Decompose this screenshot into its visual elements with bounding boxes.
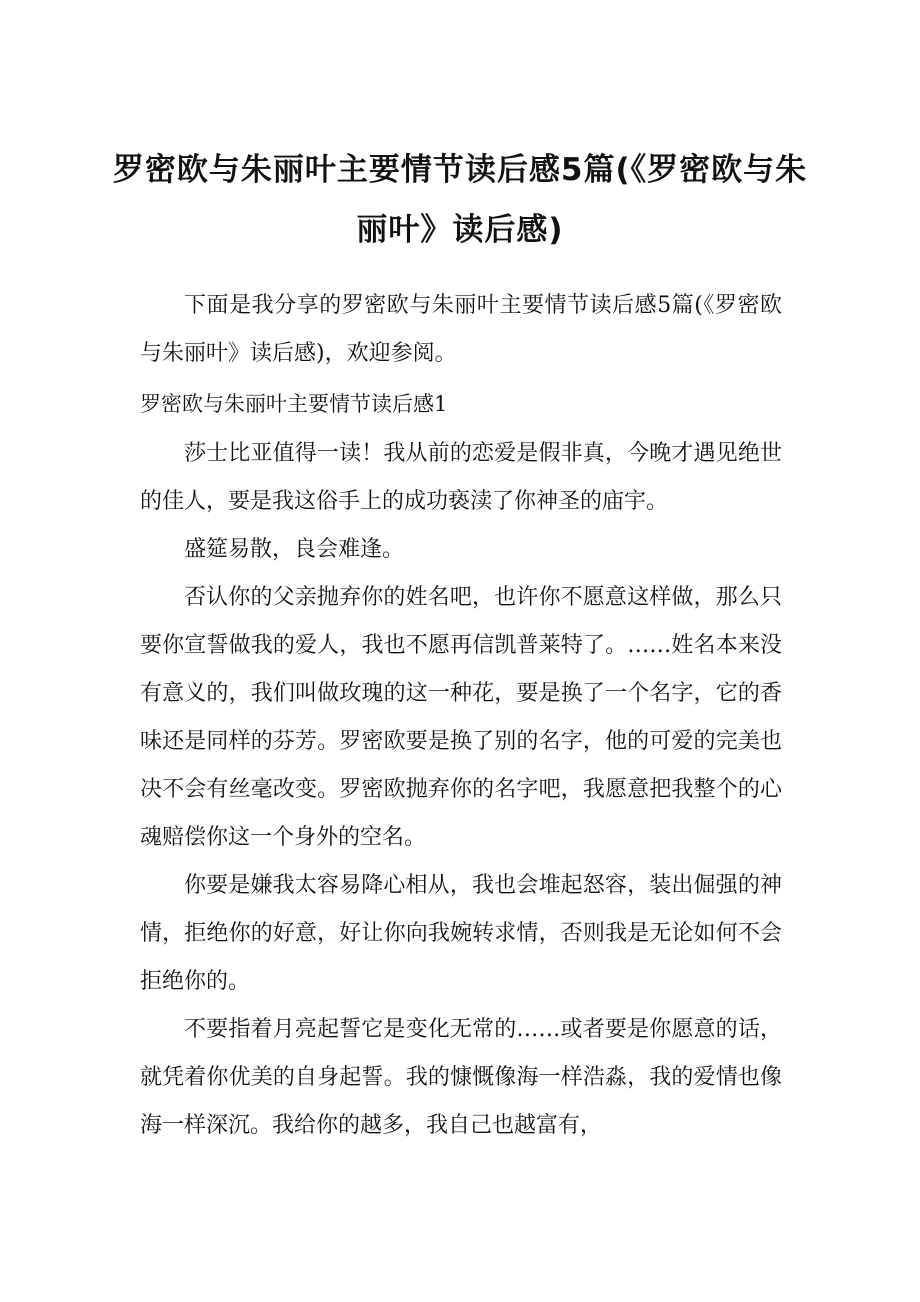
body-paragraph-2: 盛筵易散，良会难逢。 [184, 537, 405, 562]
body-paragraph-3: 否认你的父亲抛弃你的姓名吧，也许你不愿意这样做，那么只要你宣誓做我的爱人，我也不愿再信凯普莱特了。……姓名本来没有意义的，我们叫做玫瑰的这一种花，要是换了一个名字，它的香味还是同样的芬芳。罗密欧要是换了别的名字，他的可爱的完美也决不会有丝毫改变。罗密欧抛弃你的名字吧，我愿意把我整个的心魂赔偿你这一个身外的空名。 [140, 585, 782, 850]
body-paragraph-1: 莎士比亚值得一读！我从前的恋爱是假非真，今晚才遇见绝世的佳人，要是我这俗手上的成功亵渎了你神圣的庙宇。 [140, 441, 782, 514]
intro-paragraph: 下面是我分享的罗密欧与朱丽叶主要情节读后感5篇(《罗密欧与朱丽叶》读后感)，欢迎参阅。 [140, 293, 782, 366]
document-body [140, 282, 782, 1150]
body-paragraph-4: 你要是嫌我太容易降心相从，我也会堆起怒容，装出倔强的神情，拒绝你的好意，好让你向我婉转求情，否则我是无论如何不会拒绝你的。 [140, 873, 782, 994]
document-title: 罗密欧与朱丽叶主要情节读后感5篇(《罗密欧与朱丽叶》读后感) [112, 152, 808, 248]
body-paragraph-5: 不要指着月亮起誓它是变化无常的……或者要是你愿意的话，就凭着你优美的自身起誓。我的慷慨像海一样浩淼，我的爱情也像海一样深沉。我给你的越多，我自己也越富有， [140, 1017, 782, 1138]
section-heading: 罗密欧与朱丽叶主要情节读后感1 [140, 392, 448, 416]
